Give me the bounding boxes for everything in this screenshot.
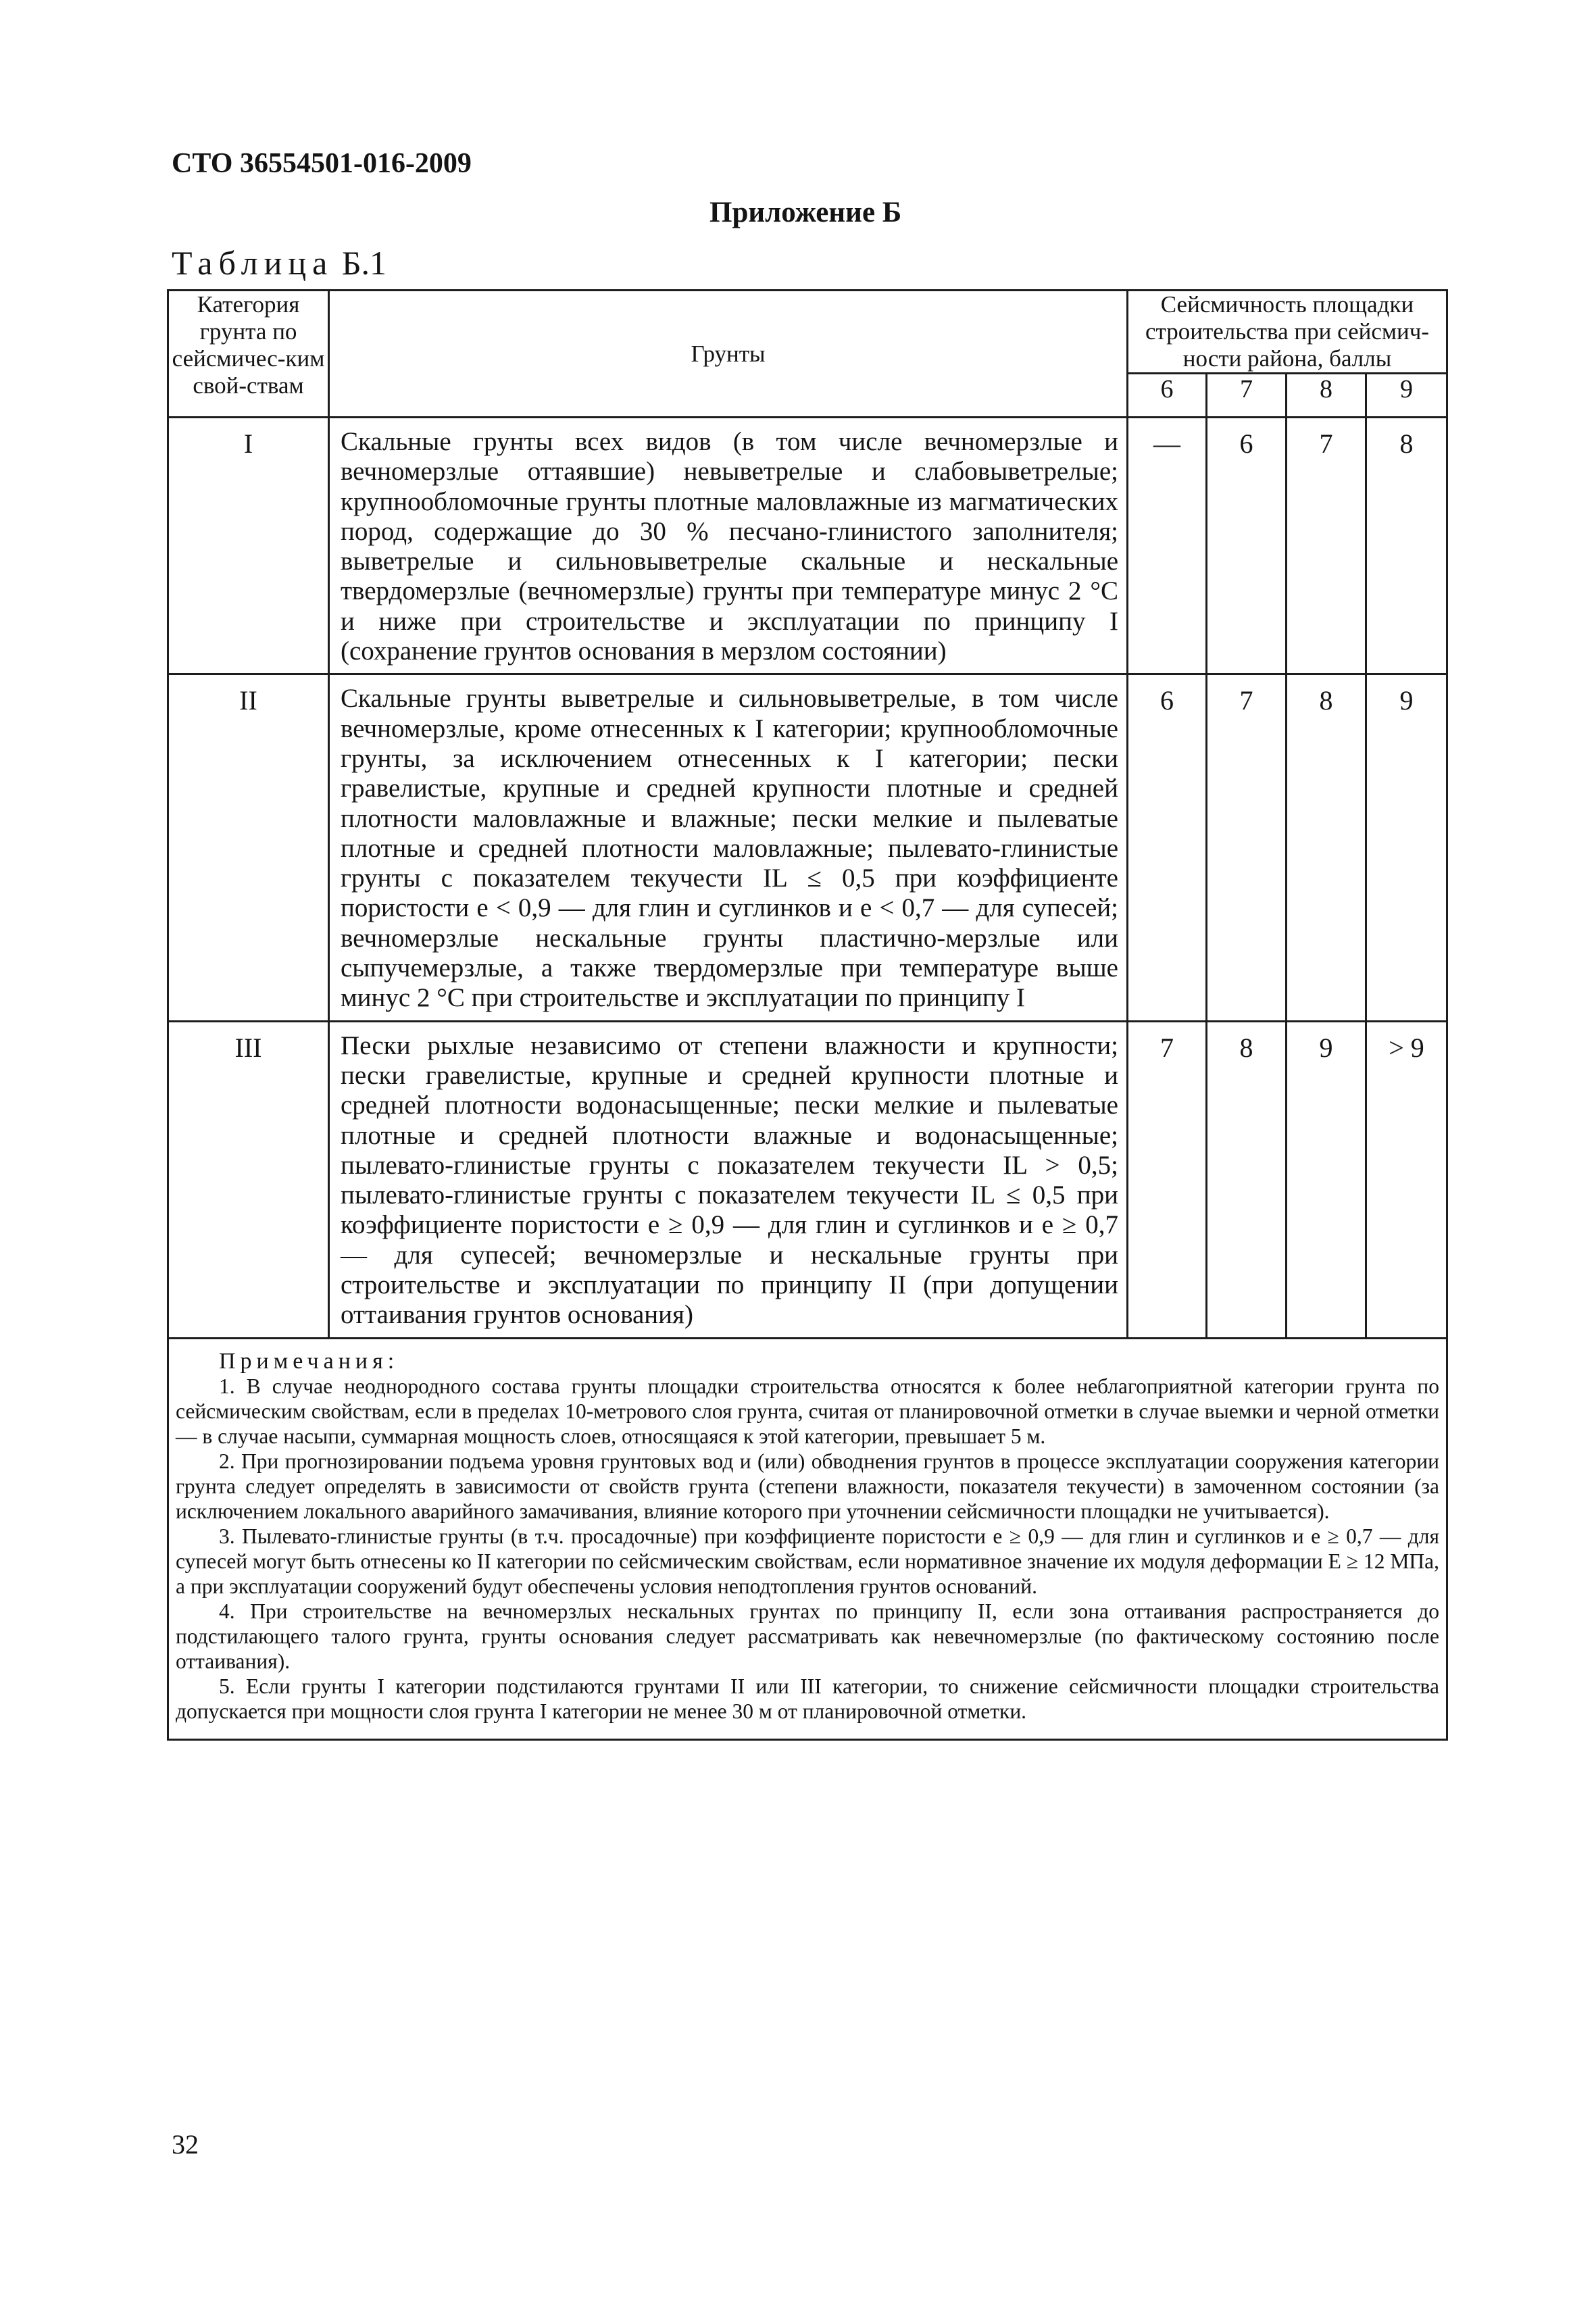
row-category: II xyxy=(168,674,329,1021)
row-value: 9 xyxy=(1287,1021,1366,1338)
header-category: Категория грунта по сейсмичес-ким свой-ствам xyxy=(168,291,329,418)
row-value: 8 xyxy=(1366,418,1447,674)
notes-row xyxy=(168,1338,1447,1739)
row-category: I xyxy=(168,418,329,674)
note-item: 2. При прогнозировании подъема уровня грунтовых вод и (или) обводнения грунтов в процессе эксплуатации сооружения категории грунта следует определять в зависимости от свойств грунта (степени влажности, показателя текучести) в замоченном состоянии (за исключением локального аварийного замачивания, влияние которого при уточнении сейсмичности площадки не учитывается). xyxy=(176,1449,1439,1523)
table-label-number: Б.1 xyxy=(341,244,387,282)
page-number: 32 xyxy=(172,2129,199,2160)
note-item: 3. Пылевато-глинистые грунты (в т.ч. просадочные) при коэффициенте пористости e ≥ 0,9 — для глин и суглинков и e ≥ 0,7 — для супесей могут быть отнесены ко II категории по сейсмическим свойствам, если нормативное значение их модуля деформации E ≥ 12 МПа, а при эксплуатации сооружений будут обеспечены условия неподтопления грунтов оснований. xyxy=(176,1524,1439,1598)
row-category: III xyxy=(168,1021,329,1338)
row-description: Скальные грунты всех видов (в том числе вечномерзлые и вечномерзлые оттаявшие) невыветрелые и слабовыветрелые; крупнообломочные грунты плотные маловлажные из магматических пород, содержащие до 30 % песчано-глинистого заполнителя; выветрелые и сильновыветрелые скальные и нескальные твердомерзлые (вечномерзлые) грунты при температуре минус 2 °С и ниже при строительстве и эксплуатации по принципу I (сохранение грунтов основания в мерзлом состоянии) xyxy=(329,418,1128,674)
row-value: 7 xyxy=(1128,1021,1207,1338)
row-description: Пески рыхлые независимо от степени влажности и крупности; пески гравелистые, крупные и средней крупности плотные и средней плотности водонасыщенные; пески мелкие и пылеватые плотные и средней плотности влажные и водонасыщенные; пылевато-глинистые грунты с показателем текучести IL > 0,5; пылевато-глинистые грунты с показателем текучести IL ≤ 0,5 при коэффициенте пористости e ≥ 0,9 — для глин и суглинков и e ≥ 0,7 — для супесей; вечномерзлые и нескальные грунты при строительстве и эксплуатации по принципу II (при допущении оттаивания грунтов основания) xyxy=(329,1021,1128,1338)
note-item: 5. Если грунты I категории подстилаются грунтами II или III категории, то снижение сейсмичности площадки строительства допускается при мощности слоя грунта I категории не менее 30 м от планировочной отметки. xyxy=(176,1674,1439,1723)
table-label-word: Таблица xyxy=(172,244,334,282)
row-value: 8 xyxy=(1287,674,1366,1021)
row-value: 7 xyxy=(1207,674,1287,1021)
appendix-title: Приложение Б xyxy=(709,197,902,228)
row-description: Скальные грунты выветрелые и сильновыветрелые, в том числе вечномерзлые, кроме отнесенных к I категории; крупнообломочные грунты, за исключением отнесенных к I категории; пески гравелистые, крупные и средней крупности плотные и средней плотности маловлажные и влажные; пески мелкие и пылеватые плотные и средней плотности маловлажные; пылевато-глинистые грунты с показателем текучести IL ≤ 0,5 при коэффициенте пористости e < 0,9 — для глин и суглинков и e < 0,7 — для супесей; вечномерзлые нескальные грунты пластично-мерзлые или сыпучемерзлые, а также твердомерзлые при температуре выше минус 2 °С при строительстве и эксплуатации по принципу I xyxy=(329,674,1128,1021)
table-label xyxy=(172,243,386,282)
note-item: 1. В случае неоднородного состава грунты площадки строительства относятся к более неблагоприятной категории грунта по сейсмическим свойствам, если в пределах 10-метрового слоя грунта, считая от планировочной отметки в случае выемки и черной отметки — в случае насыпи, суммарная мощность слоев, относящаяся к этой категории, превышает 5 м. xyxy=(176,1374,1439,1448)
header-seismicity: Сейсмичность площадки строительства при сейсмич-ности района, баллы xyxy=(1128,291,1447,374)
score-header: 6 xyxy=(1128,374,1207,418)
header-soils: Грунты xyxy=(329,291,1128,418)
table-row xyxy=(168,1021,1447,1338)
score-header: 9 xyxy=(1366,374,1447,418)
row-value: > 9 xyxy=(1366,1021,1447,1338)
note-item: 4. При строительстве на вечномерзлых нескальных грунтах по принципу II, если зона оттаивания распространяется до подстилающего талого грунта, грунты основания следует рассматривать как невечномерзлые (по фактическому состоянию после оттаивания). xyxy=(176,1599,1439,1673)
row-value: 9 xyxy=(1366,674,1447,1021)
notes-title: Примечания: xyxy=(219,1348,399,1374)
row-value: — xyxy=(1128,418,1207,674)
table-row xyxy=(168,418,1447,674)
notes-block xyxy=(168,1338,1447,1739)
row-value: 6 xyxy=(1207,418,1287,674)
row-value: 6 xyxy=(1128,674,1207,1021)
table-header-row xyxy=(168,291,1447,374)
score-header: 8 xyxy=(1287,374,1366,418)
document-code: СТО 36554501-016-2009 xyxy=(172,148,472,179)
row-value: 8 xyxy=(1207,1021,1287,1338)
score-header: 7 xyxy=(1207,374,1287,418)
soil-category-table xyxy=(167,289,1448,1741)
table-row xyxy=(168,674,1447,1021)
row-value: 7 xyxy=(1287,418,1366,674)
